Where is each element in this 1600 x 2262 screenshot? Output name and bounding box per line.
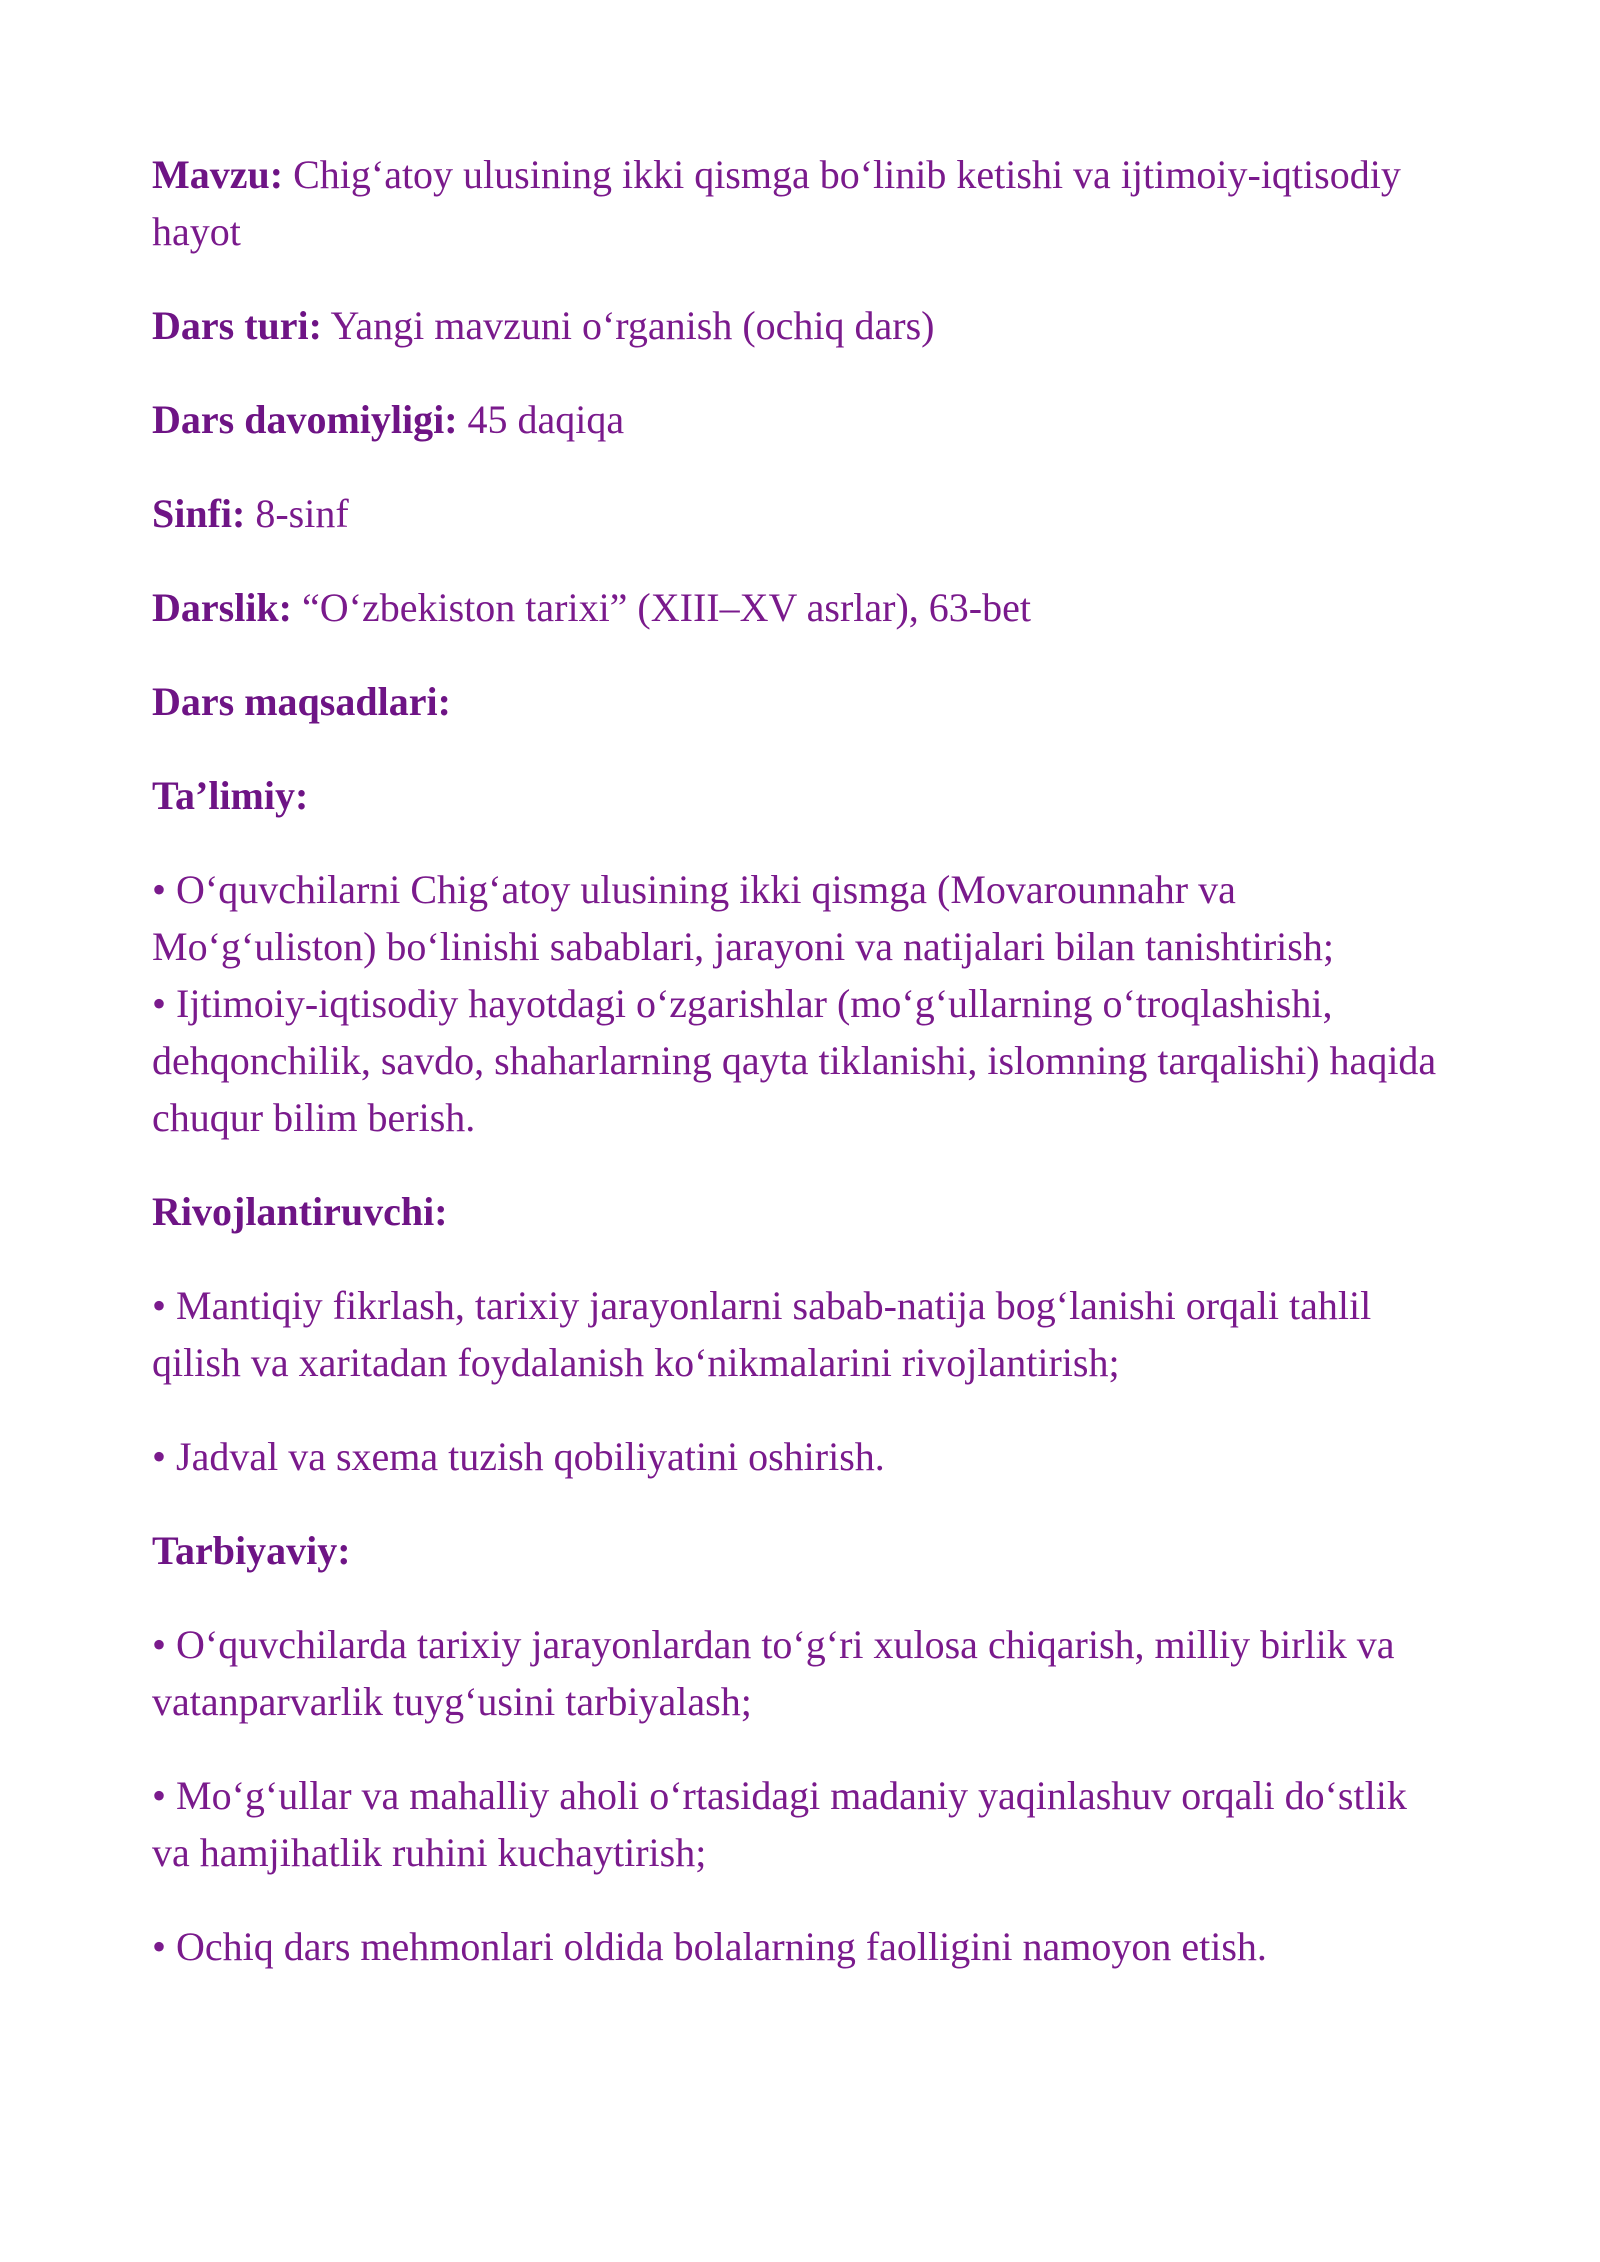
textbook-label: Darslik: [152, 585, 292, 630]
textbook-line [152, 579, 1450, 636]
developmental-item: • Mantiqiy fikrlash, tarixiy jarayonlarni sabab-natija bog‘lanishi orqali tahlil qilish va xaritadan foydalanish ko‘nikmalarini rivojlantirish; [152, 1283, 1372, 1385]
developmental-heading: Rivojlantiruvchi: [152, 1189, 448, 1234]
upbringing-heading: Tarbiyaviy: [152, 1528, 351, 1573]
grade-label: Sinfi: [152, 491, 246, 536]
educational-heading: Ta’limiy: [152, 773, 309, 818]
educational-item: • Ijtimoiy-iqtisodiy hayotdagi o‘zgarishlar (mo‘g‘ullarning o‘troqlashishi, dehqonchilik, savdo, shaharlarning qayta tiklanishi, islomning tarqalishi) haqida chuqur bilim berish. [152, 981, 1437, 1140]
duration-label: Dars davomiyligi: [152, 397, 458, 442]
developmental-item: • Jadval va sxema tuzish qobiliyatini oshirish. [152, 1434, 885, 1479]
lesson-type-line [152, 297, 1450, 354]
upbringing-item: • Mo‘g‘ullar va mahalliy aholi o‘rtasidagi madaniy yaqinlashuv orqali do‘stlik va hamjihatlik ruhini kuchaytirish; [152, 1773, 1407, 1875]
duration-line [152, 391, 1450, 448]
goals-heading: Dars maqsadlari: [152, 679, 451, 724]
duration-value: 45 daqiqa [467, 397, 625, 442]
topic-label: Mavzu: [152, 152, 284, 197]
educational-item: • O‘quvchilarni Chig‘atoy ulusining ikki qismga (Movarounnahr va Mo‘g‘uliston) bo‘linishi sabablari, jarayoni va natijalari bilan tanishtirish; [152, 867, 1334, 969]
upbringing-item: • Ochiq dars mehmonlari oldida bolalarning faolligini namoyon etish. [152, 1924, 1267, 1969]
topic-line [152, 146, 1450, 260]
upbringing-item: • O‘quvchilarda tarixiy jarayonlardan to‘g‘ri xulosa chiqarish, milliy birlik va vatanparvarlik tuyg‘usini tarbiyalash; [152, 1622, 1395, 1724]
lesson-type-label: Dars turi: [152, 303, 322, 348]
topic-value: Chig‘atoy ulusining ikki qismga bo‘linib ketishi va ijtimoiy-iqtisodiy hayot [152, 152, 1401, 254]
grade-line [152, 485, 1450, 542]
textbook-value: “O‘zbekiston tarixi” (XIII–XV asrlar), 63-bet [302, 585, 1031, 630]
grade-value: 8-sinf [255, 491, 349, 536]
lesson-type-value: Yangi mavzuni o‘rganish (ochiq dars) [330, 303, 935, 348]
